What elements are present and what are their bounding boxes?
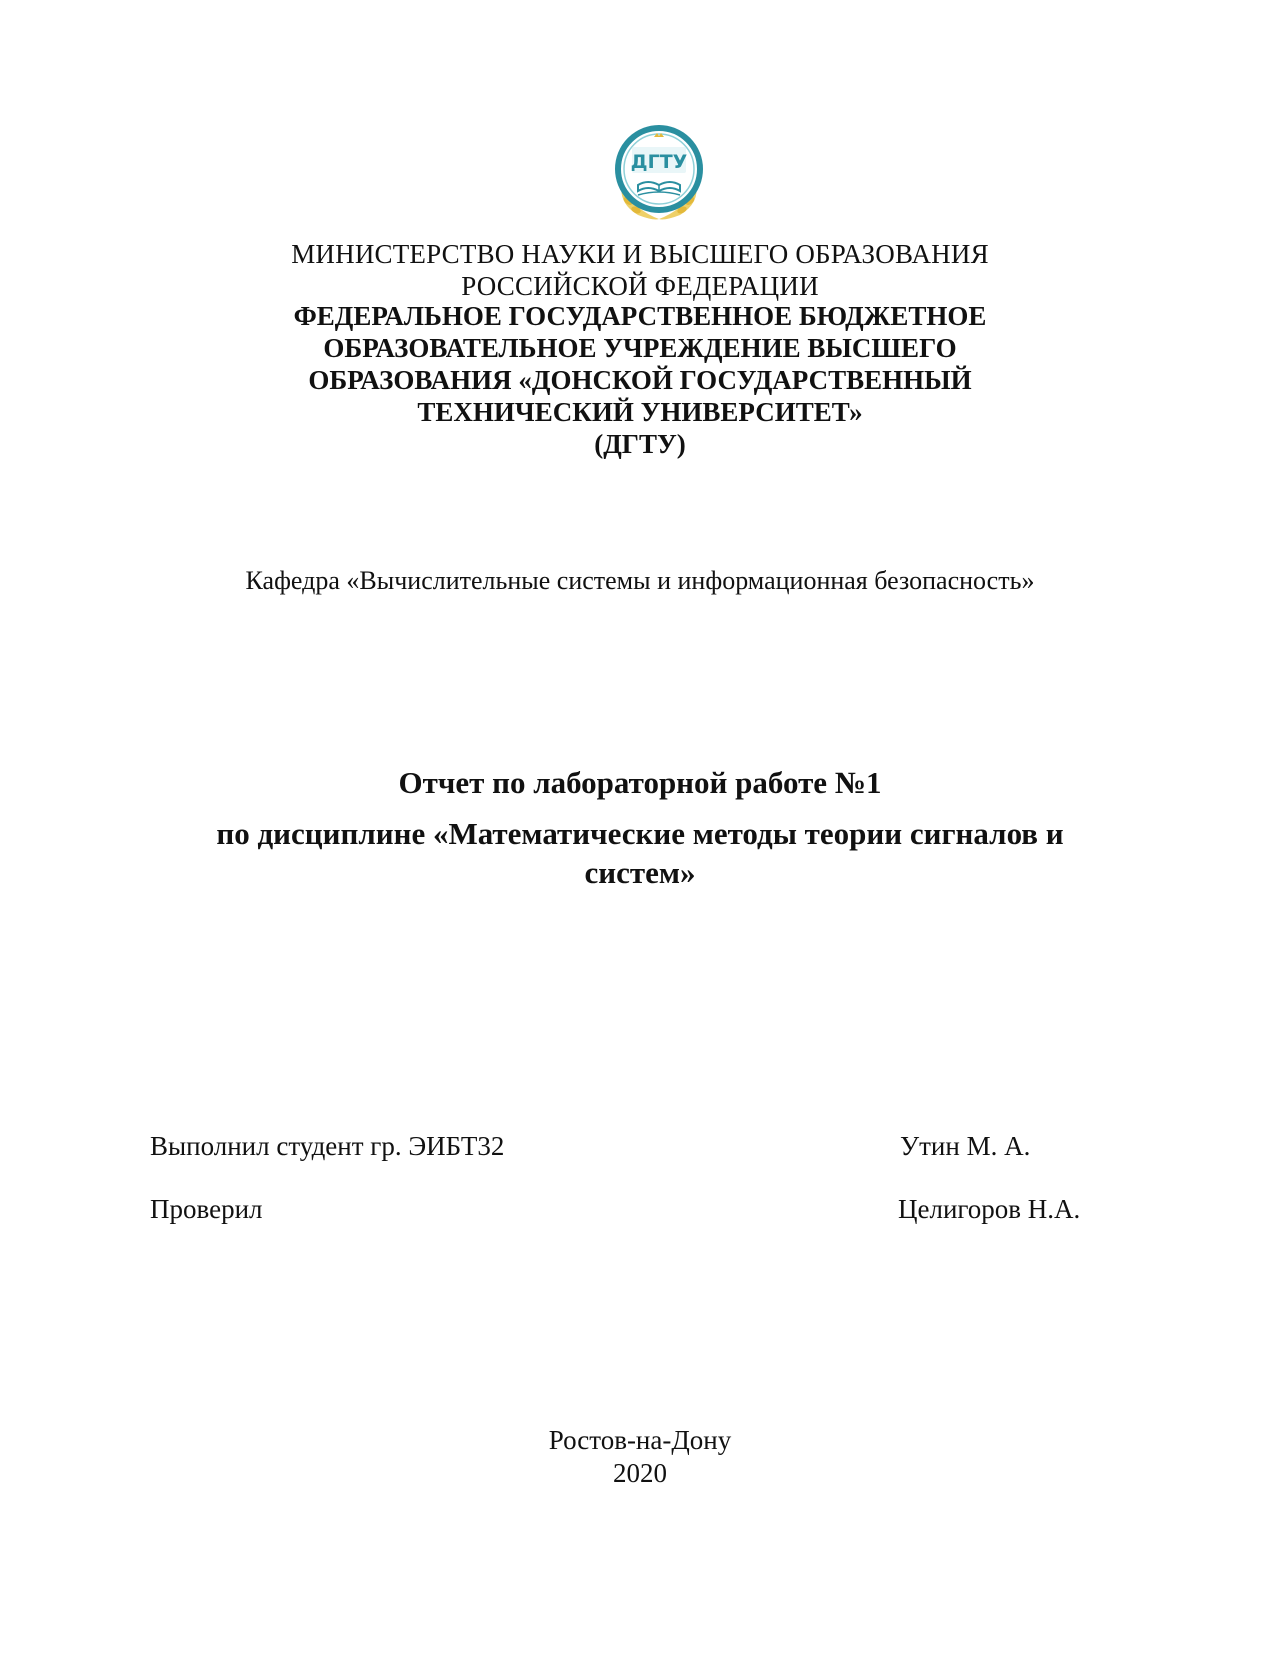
org-line-2: ОБРАЗОВАТЕЛЬНОЕ УЧРЕЖДЕНИЕ ВЫСШЕГО (323, 333, 957, 363)
ministry-line-1: МИНИСТЕРСТВО НАУКИ И ВЫСШЕГО ОБРАЗОВАНИЯ (291, 239, 989, 269)
year: 2020 (613, 1458, 667, 1488)
performed-by-label: Выполнил студент гр. ЭИБТ32 (150, 1131, 505, 1161)
ministry-line-2: РОССИЙСКОЙ ФЕДЕРАЦИИ (461, 271, 819, 301)
university-logo-icon (608, 123, 710, 223)
department-name: Кафедра «Вычислительные системы и информационная безопасность» (245, 566, 1035, 595)
performed-by-name: Утин М. А. (900, 1131, 1031, 1161)
checked-by-name: Целигоров Н.А. (898, 1194, 1081, 1224)
report-discipline-line-1: по дисциплине «Математические методы теории сигналов и (216, 816, 1064, 851)
org-line-1: ФЕДЕРАЛЬНОЕ ГОСУДАРСТВЕННОЕ БЮДЖЕТНОЕ (293, 301, 987, 331)
report-title: Отчет по лабораторной работе №1 (398, 765, 882, 800)
city: Ростов-на-Дону (548, 1425, 732, 1455)
checked-by-label: Проверил (150, 1194, 263, 1224)
org-line-3: ОБРАЗОВАНИЯ «ДОНСКОЙ ГОСУДАРСТВЕННЫЙ (308, 365, 972, 395)
logo-text: ДГТУ (630, 151, 688, 173)
org-abbreviation: (ДГТУ) (594, 429, 686, 459)
org-line-4: ТЕХНИЧЕСКИЙ УНИВЕРСИТЕТ» (417, 397, 863, 427)
report-discipline-line-2: систем» (584, 855, 696, 890)
